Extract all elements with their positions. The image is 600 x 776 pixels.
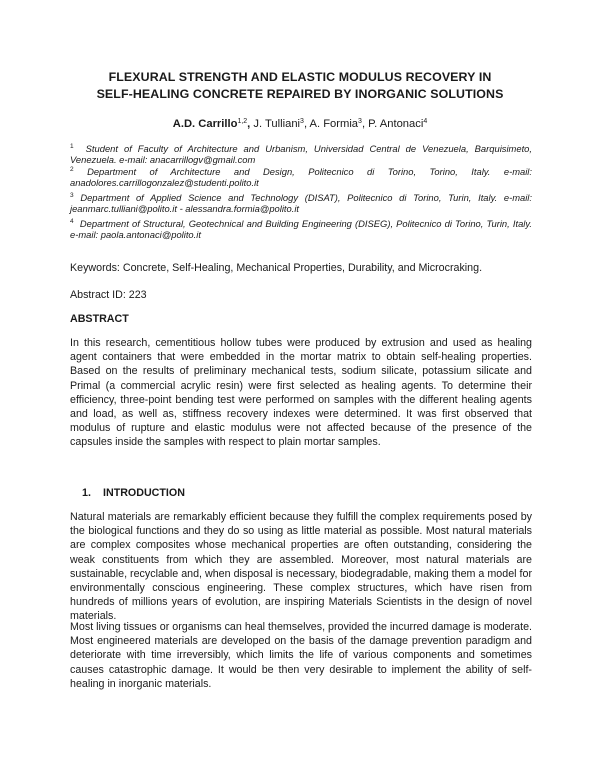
affiliation-2 — [70, 166, 532, 189]
author-1-sep: , — [247, 118, 251, 130]
keywords: Keywords: Concrete, Self-Healing, Mechanical Properties, Durability, and Microcraking. — [70, 262, 483, 274]
author-1-name: A.D. Carrillo — [172, 118, 238, 130]
author-4-name: , P. Antonaci — [361, 118, 424, 130]
introduction-paragraph-1: Natural materials are remarkably efficient because they fulfill the complex requirements posed by the biological functions and they do so using as little material as possible. Most natural materials are complex composites whose mechanical properties are often outstanding, considering the weak constituents from which they are assembled. Moreover, most natural materials are sustainable, recyclable and, when disposal is necessary, biodegradable, making them a model for environmentally conscious engineering. These complex structures, which have risen from hundreds of millions years of evolution, are inspiring Materials Scientists in the design of novel materials. — [70, 511, 532, 623]
abstract-heading: ABSTRACT — [70, 313, 129, 325]
author-2-name: J. Tulliani — [250, 118, 301, 130]
affiliation-3-number: 3 — [70, 192, 74, 199]
affiliation-1 — [70, 143, 532, 166]
introduction-heading — [82, 487, 185, 499]
abstract-id: Abstract ID: 223 — [70, 289, 147, 301]
introduction-number: 1. — [82, 487, 91, 499]
affiliation-4-text: Department of Structural, Geotechnical and Building Engineering (DISEG), Politecnico di Torino, Turin, Italy. e-mail: paola.antonaci@polito.it — [70, 218, 532, 241]
affiliation-1-number: 1 — [70, 143, 74, 150]
author-3-name: , A. Formia — [303, 118, 359, 130]
title-line-1: FLEXURAL STRENGTH AND ELASTIC MODULUS RECOVERY IN — [108, 70, 492, 84]
affiliation-1-text: Student of Faculty of Architecture and Urbanism, Universidad Central de Venezuela, Barquisimeto, Venezuela. e-mail: anacarrillogv@gmail.com — [70, 143, 532, 166]
introduction-title: INTRODUCTION — [103, 487, 185, 499]
abstract-text: In this research, cementitious hollow tubes were produced by extrusion and used as healing agent containers that were embedded in the mortar matrix to obtain self-healing properties. Based on the results of preliminary mechanical tests, sodium silicate, potassium silicate and Primal (a commercial acrylic resin) were first selected as healing agents. To determine their efficiency, three-point bending test were performed on samples with the different healing agents and load, as well as, stiffness recovery indexes were determined. It was first observed that modulus of rupture and elastic modulus were not affected because of the presence of the capsules inside the samples with respect to plain mortar samples. — [70, 337, 532, 449]
author-4-sup: 4 — [423, 118, 428, 125]
author-list — [0, 117, 600, 131]
affiliation-4-number: 4 — [70, 218, 74, 225]
affiliation-3 — [70, 192, 532, 215]
paper-title — [60, 69, 540, 103]
author-3-sup: 3 — [358, 118, 362, 125]
title-line-2: SELF-HEALING CONCRETE REPAIRED BY INORGANIC SOLUTIONS — [96, 87, 504, 101]
author-2-sup: 3 — [300, 118, 304, 125]
affiliation-2-text: Department of Architecture and Design, Politecnico di Torino, Torino, Italy. e-mail: anadolores.carrillogonzalez@studenti.polito.it — [70, 166, 532, 189]
affiliation-3-text: Department of Applied Science and Technology (DISAT), Politecnico di Torino, Turin, Italy. e-mail: jeanmarc.tulliani@polito.it - alessandra.formia@polito.it — [70, 192, 532, 215]
introduction-paragraph-2: Most living tissues or organisms can heal themselves, provided the incurred damage is moderate. Most engineered materials are developed on the basis of the damage prevention paradigm and deteriorate with time irreversibly, which limits the life of various components and sometimes causes catastrophic damage. It would be then very desirable to implement the ability of self-healing in inorganic materials. — [70, 621, 532, 690]
affiliation-4 — [70, 218, 532, 241]
affiliation-2-number: 2 — [70, 166, 74, 173]
author-1-sup: 1,2 — [237, 118, 248, 125]
